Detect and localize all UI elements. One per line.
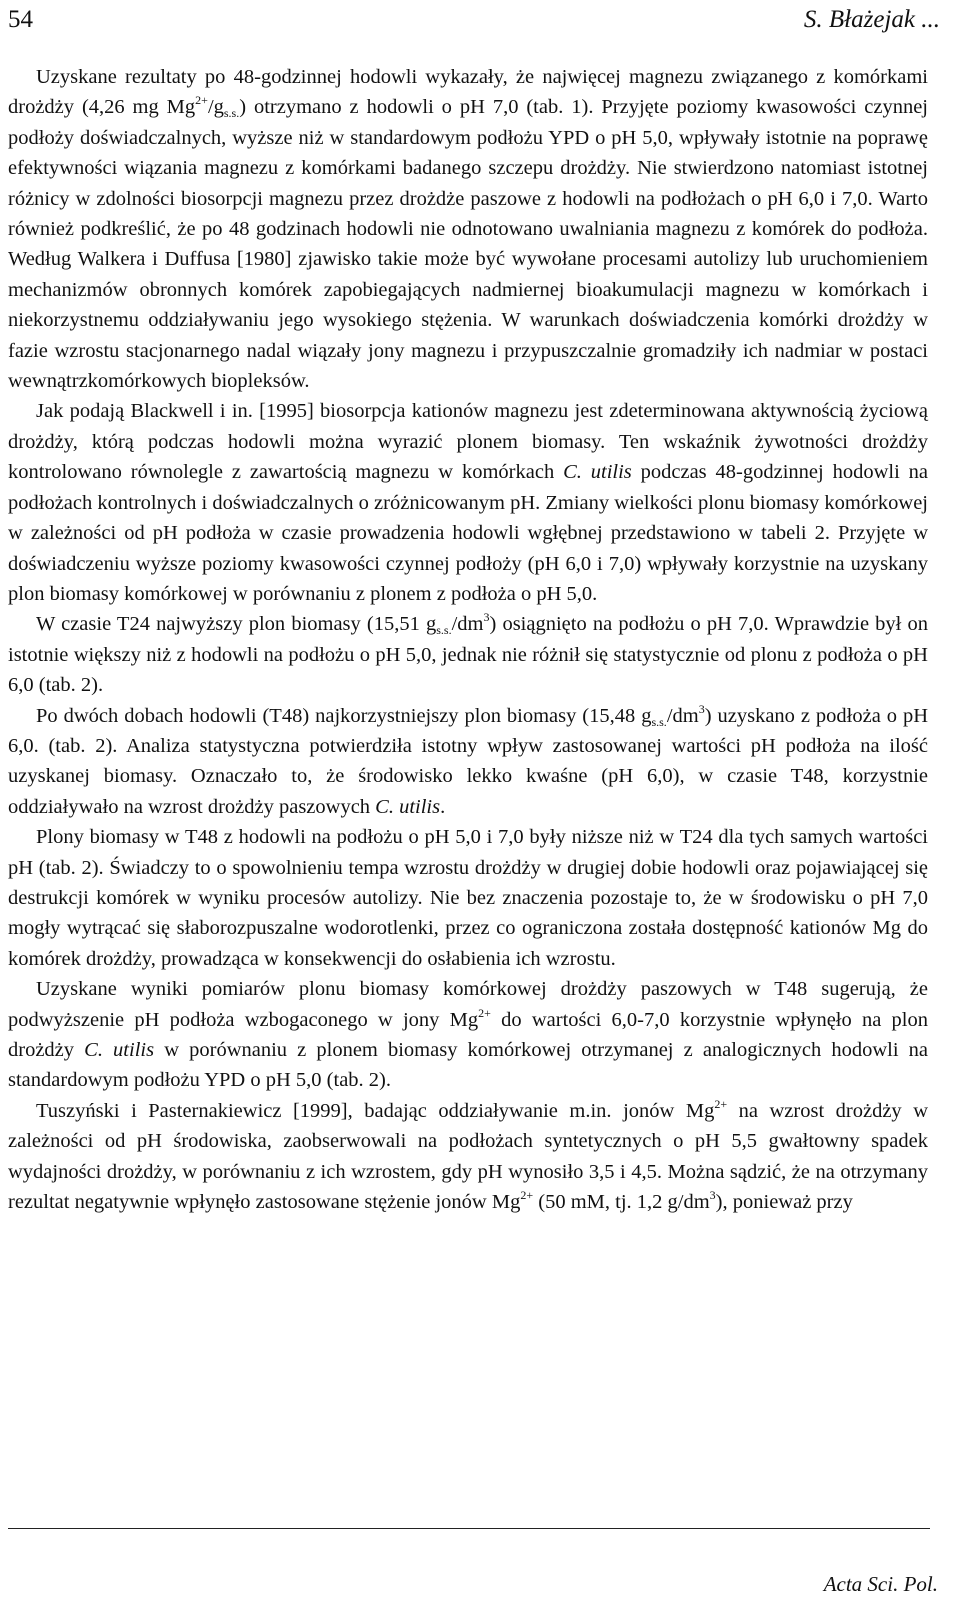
p4-superscript-unit: 3 — [698, 701, 705, 716]
p7-superscript-charge-1: 2+ — [714, 1096, 728, 1111]
paragraph-7 — [8, 1096, 928, 1218]
p3-text-c: ) osiągnięto na podłożu o pH 7,0. Wprawdzie był on istotnie większy niż z hodowli na podłożu o pH 5,0, jednak nie różnił się statystycznie od plonu z podłoża o pH 6,0 (tab. 2). — [8, 613, 928, 697]
p4-text-a: Po dwóch dobach hodowli (T48) najkorzystniejszy plon biomasy (15,48 g — [36, 704, 652, 727]
p6-text-a: Uzyskane wyniki pomiarów plonu biomasy komórkowej drożdży paszowych w T48 sugerują, że podwyższenie pH podłoża wzbogaconego w jony Mg — [8, 978, 928, 1031]
p7-text-c: (50 mM, tj. 1,2 g/dm — [533, 1191, 710, 1214]
paragraph-2 — [8, 396, 928, 609]
running-header — [8, 6, 940, 40]
p4-text-b: /dm — [666, 704, 699, 727]
p3-superscript-unit: 3 — [483, 610, 490, 625]
running-footer-journal: Acta Sci. Pol. — [823, 1572, 938, 1596]
p3-text-b: /dm — [451, 613, 484, 636]
paragraph-1 — [8, 62, 928, 396]
p7-text-a: Tuszyński i Pasternakiewicz [1999], badając oddziaływanie m.in. jonów Mg — [36, 1099, 715, 1122]
p6-superscript-charge: 2+ — [478, 1005, 491, 1020]
paragraph-6 — [8, 974, 928, 1096]
p1-text-a: Uzyskane rezultaty po 48-godzinnej hodowli wykazały, że najwięcej magnezu związanego z komórkami drożdży (4,26 mg Mg — [8, 66, 928, 119]
p7-text-d: ), ponieważ przy — [715, 1191, 853, 1214]
p1-subscript-ss: s.s. — [223, 106, 240, 121]
p2-text-a: Jak podają Blackwell i in. [1995] biosorpcja kationów magnezu jest zdeterminowana aktywnością życiową drożdży, którą podczas hodowli można wyrazić plonem biomasy. Ten wskaźnik żywotności drożdży kontrolowano równolegle z zawartością magnezu w komórkach — [8, 400, 928, 484]
p2-species-name: C. utilis — [563, 461, 632, 484]
p1-text-b: /g — [207, 96, 224, 119]
p1-text-c: ) otrzymano z hodowli o pH 7,0 (tab. 1). Przyjęte poziomy kwasowości czynnej podłoży doświadczalnych, wyższe niż w standardowym podłożu YPD o pH 5,0, wpływały istotnie na poprawę efektywności wiązania magnezu z komórkami badanego szczepu drożdży. Nie stwierdzono natomiast istotnej różnicy w zdolności biosorpcji magnezu przez drożdże paszowe z hodowli na podłożach o pH 6,0 i 7,0. Warto również podkreślić, że po 48 godzinach hodowli nie odnotowano uwalniania magnezu z komórek do podłoża. Według Walkera i Duffusa [1980] zjawisko takie może być wywołane procesami autolizy lub uruchomieniem mechanizmów obronnych komórek zapobiegających nadmiernej bioakumulacji magnezu w komórkach i niekorzystnemu oddziaływaniu jego wysokiego stężenia. W warunkach doświadczenia komórki drożdży w fazie wzrostu stacjonarnego nadal wiązały jony magnezu i przypuszczalnie gromadziły ich nadmiar w postaci wewnątrzkomórkowych biopleksów. — [8, 96, 928, 393]
p3-subscript-ss: s.s. — [436, 623, 452, 638]
p6-text-b: do wartości 6,0-7,0 korzystnie wpłynęło na plon drożdży — [8, 1008, 929, 1061]
p5-text-a: Plony biomasy w T48 z hodowli na podłożu o pH 5,0 i 7,0 były niższe niż w T24 dla tych samych wartości pH (tab. 2). Świadczy to o spowolnieniu tempa wzrostu drożdży w drugiej dobie hodowli oraz pojawiającej się destrukcji komórek w wyniku procesów autolizy. Nie bez znaczenia pozostaje to, że w środowisku o pH 7,0 mogły wytrącać się słaborozpuszalne wodorotlenki, przez co ograniczona została dostępność kationów Mg do komórek drożdży, prowadząca w konsekwencji do osłabienia ich wzrostu. — [8, 826, 928, 970]
p6-text-c: w porównaniu z plonem biomasy komórkowej otrzymanej z analogicznych hodowli na standardowym podłożu YPD o pH 5,0 (tab. 2). — [8, 1039, 928, 1092]
p4-subscript-ss: s.s. — [651, 714, 667, 729]
body-text — [8, 62, 928, 1217]
paragraph-3 — [8, 609, 928, 700]
p7-superscript-charge-2: 2+ — [520, 1188, 534, 1203]
page-number: 54 — [8, 6, 33, 33]
p4-text-c: ) uzyskano z podłoża o pH 6,0. (tab. 2). Analiza statystyczna potwierdziła istotny wpływ zastosowanej wartości pH podłoża na ilość uzyskanej biomasy. Oznaczało to, że środowisko lekko kwaśne (pH 6,0), w czasie T48, korzystnie oddziaływało na wzrost drożdży paszowych — [8, 704, 928, 818]
footer-divider — [8, 1528, 930, 1529]
p7-text-b: na wzrost drożdży w zależności od pH środowiska, zaobserwowali na podłożach syntetycznych o pH 5,5 gwałtowny spadek wydajności drożdży, w porównaniu z ich wzrostem, gdy pH wynosiło 3,5 i 4,5. Można sądzić, że na otrzymany rezultat negatywnie wpłynęło zastosowane stężenie jonów Mg — [8, 1099, 928, 1214]
p4-text-d: . — [440, 795, 446, 818]
p6-species-name: C. utilis — [84, 1039, 155, 1061]
p7-superscript-unit: 3 — [709, 1188, 716, 1203]
p1-superscript-charge: 2+ — [195, 93, 208, 108]
paragraph-4 — [8, 701, 928, 823]
p3-text-a: W czasie T24 najwyższy plon biomasy (15,51 g — [36, 613, 437, 636]
paragraph-5 — [8, 822, 928, 974]
running-author: S. Błażejak ... — [803, 6, 940, 33]
p2-text-b: podczas 48-godzinnej hodowli na podłożach kontrolnych i doświadczalnych o zróżnicowanym pH. Zmiany wielkości plonu biomasy komórkowej w zależności od pH podłoża w czasie prowadzenia hodowli wgłębnej przedstawiono w tabeli 2. Przyjęte w doświadczeniu wyższe poziomy kwasowości czynnej podłoży (pH 6,0 i 7,0) wpływały korzystnie na uzyskany plon biomasy komórkowej w porównaniu z plonem z podłoża o pH 5,0. — [8, 461, 929, 605]
p4-species-name: C. utilis — [375, 795, 441, 818]
